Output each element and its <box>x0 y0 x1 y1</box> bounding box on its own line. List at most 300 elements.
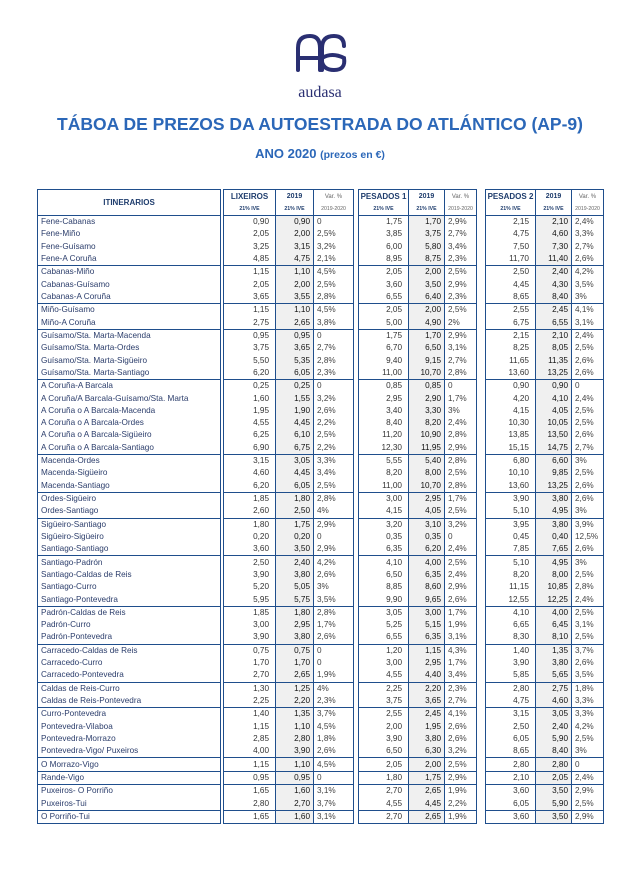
lixeiros-price-2019: 1,10 <box>276 304 314 317</box>
audasa-logo <box>290 30 352 88</box>
table-row <box>224 606 354 619</box>
pesados2-price-2019: 8,10 <box>536 631 572 644</box>
table-row <box>486 569 604 581</box>
table-row <box>224 492 354 505</box>
lixeiros-price-2019: 1,35 <box>276 708 314 721</box>
lixeiros-price-2019: 6,75 <box>276 442 314 455</box>
table-row <box>224 771 354 784</box>
pesados1-price-2020: 11,00 <box>382 480 402 490</box>
itinerary-name: Carracedo-Caldas de Reis <box>38 644 221 657</box>
pesados1-price-2019: 2,90 <box>409 392 445 404</box>
table-row <box>486 405 604 417</box>
pesados1-price-2020: 4,55 <box>386 670 402 680</box>
pesados2-price-2019: 13,25 <box>536 480 572 493</box>
lixeiros-price-2020: 6,25 <box>253 430 269 440</box>
pesados1-price-variation: 4,3% <box>445 644 477 657</box>
pesados1-price-variation: 2,7% <box>448 696 467 706</box>
table-row <box>486 429 604 441</box>
table-row <box>486 721 604 733</box>
table-row <box>486 317 604 330</box>
lixeiros-price-2019: 3,50 <box>276 543 314 556</box>
pesados1-price-2019: 1,75 <box>409 771 445 784</box>
lixeiros-price-2020: 4,60 <box>253 468 269 478</box>
table-row <box>224 253 354 266</box>
table-row <box>38 708 221 721</box>
pesados1-price-2020: 2,70 <box>359 785 409 798</box>
itinerary-name: Puxeiros-Tui <box>41 798 87 808</box>
lixeiros-price-variation: 4,2% <box>314 556 354 569</box>
table-row <box>224 429 354 441</box>
pesados1-price-2020: 6,00 <box>386 241 402 251</box>
table-row <box>224 405 354 417</box>
pesados1-price-variation: 0 <box>445 380 477 393</box>
table-row <box>224 442 354 455</box>
table-row <box>224 619 354 631</box>
table-row <box>359 367 477 380</box>
table-row <box>359 253 477 266</box>
pesados1-price-2020: 1,75 <box>386 217 402 227</box>
pesados2-price-2020: 4,15 <box>513 405 529 415</box>
pesados2-price-2019: 4,95 <box>536 556 572 569</box>
pesados1-price-2020: 6,50 <box>386 569 402 579</box>
lixeiros-price-variation: 4% <box>317 506 329 516</box>
table-row <box>224 569 354 581</box>
lixeiros-price-2019: 4,45 <box>276 417 314 429</box>
table-row <box>486 454 604 467</box>
lixeiros-price-2020: 1,15 <box>224 266 276 279</box>
pesados1-price-2019: 3,50 <box>409 279 445 291</box>
pesados1-price-2019: 5,40 <box>409 454 445 467</box>
pesados2-price-variation: 2,5% <box>575 569 594 579</box>
table-row <box>486 797 604 810</box>
itinerary-name: Cabanas-Guísamo <box>41 279 110 289</box>
pesados2-price-2020: 2,55 <box>486 304 536 317</box>
pesados2-price-2019: 2,10 <box>536 329 572 342</box>
table-row <box>486 241 604 253</box>
table-row <box>224 480 354 493</box>
table-row <box>359 417 477 429</box>
lixeiros-price-variation: 2,8% <box>317 292 336 302</box>
lixeiros-price-2020: 1,40 <box>224 708 276 721</box>
pesados2-price-2020: 7,85 <box>513 544 529 554</box>
pesados2-price-variation: 2,5% <box>572 606 604 619</box>
pesados1-price-2020: 8,95 <box>386 254 402 264</box>
pesados1-price-variation: 2,5% <box>448 468 467 478</box>
table-row <box>359 721 477 733</box>
lixeiros-price-2020: 3,90 <box>253 632 269 642</box>
pesados1-price-variation: 1,9% <box>445 810 477 823</box>
lixeiros-price-variation: 0 <box>314 771 354 784</box>
table-row <box>486 758 604 771</box>
lixeiros-price-2020: 5,50 <box>253 355 269 365</box>
table-row <box>38 785 221 798</box>
pesados1-price-variation: 2,9% <box>448 442 467 452</box>
pesados2-price-2020: 8,25 <box>513 343 529 353</box>
pesados2-price-2020: 1,40 <box>486 644 536 657</box>
pesados2-price-2019: 11,35 <box>536 354 572 366</box>
pesados2-price-2020: 4,20 <box>513 393 529 403</box>
pesados2-table <box>485 189 604 824</box>
table-row <box>224 631 354 644</box>
lixeiros-price-2020: 1,80 <box>224 518 276 531</box>
lixeiros-price-variation: 2,5% <box>317 279 336 289</box>
lixeiros-price-2020: 1,95 <box>253 405 269 415</box>
table-row <box>486 367 604 380</box>
table-row <box>486 785 604 798</box>
lixeiros-price-variation: 2,2% <box>317 418 336 428</box>
pesados2-price-variation: 2,5% <box>575 733 594 743</box>
pesados1-price-2020: 8,40 <box>386 418 402 428</box>
table-row <box>486 253 604 266</box>
table-row <box>224 342 354 354</box>
lixeiros-price-2019: 5,35 <box>276 354 314 366</box>
itinerary-name: Santiago-Padrón <box>38 556 221 569</box>
pesados1-price-variation: 2,7% <box>448 355 467 365</box>
table-row <box>224 392 354 404</box>
pesados2-price-2020: 2,15 <box>513 217 529 227</box>
lixeiros-price-variation: 3,8% <box>317 317 336 327</box>
pesados2-price-2020: 6,75 <box>513 317 529 327</box>
lixeiros-price-2019: 2,70 <box>276 797 314 810</box>
lixeiros-price-2019: 6,10 <box>276 429 314 441</box>
lixeiros-price-variation: 2,6% <box>317 746 336 756</box>
pesados2-price-variation: 2,4% <box>575 594 594 604</box>
pesados2-price-variation: 3,5% <box>575 279 594 289</box>
table-row <box>38 606 221 619</box>
itinerary-name: Carracedo-Curro <box>41 658 103 668</box>
lixeiros-sub3: 2019-2020 <box>314 203 354 216</box>
pesados2-price-variation: 0 <box>572 380 604 393</box>
pesados1-price-variation: 2,5% <box>445 758 477 771</box>
pesados1-sub3: 2019-2020 <box>445 203 477 216</box>
pesados1-price-variation: 3,2% <box>445 518 477 531</box>
pesados2-price-2019: 2,10 <box>536 216 572 229</box>
pesados1-price-2020: 3,60 <box>386 279 402 289</box>
lixeiros-price-variation: 3,2% <box>317 393 336 403</box>
table-row <box>38 733 221 745</box>
pesados1-price-2019: 1,95 <box>409 721 445 733</box>
pesados2-price-2019: 9,85 <box>536 467 572 479</box>
pesados1-price-variation: 2,5% <box>445 304 477 317</box>
pesados1-price-variation: 2,3% <box>445 682 477 695</box>
pesados2-price-2019: 8,05 <box>536 342 572 354</box>
pesados1-price-2019: 8,20 <box>409 417 445 429</box>
lixeiros-price-2020: 1,60 <box>253 393 269 403</box>
table-row <box>486 669 604 682</box>
table-row <box>224 380 354 393</box>
table-row <box>38 354 221 366</box>
pesados2-price-2019: 2,75 <box>536 682 572 695</box>
pesados1-price-variation: 3% <box>448 405 460 415</box>
pesados2-price-variation: 4,2% <box>575 721 594 731</box>
lixeiros-price-2020: 1,15 <box>224 758 276 771</box>
table-row <box>38 505 221 518</box>
pesados1-price-2019: 4,40 <box>409 669 445 682</box>
pesados2-price-2020: 13,60 <box>508 367 529 377</box>
table-row <box>38 682 221 695</box>
table-row <box>486 442 604 455</box>
pesados1-price-variation: 2,5% <box>445 556 477 569</box>
table-row <box>359 619 477 631</box>
lixeiros-price-2019: 0,20 <box>276 531 314 543</box>
pesados1-price-variation: 2,8% <box>445 454 477 467</box>
lixeiros-price-variation: 4,5% <box>317 721 336 731</box>
lixeiros-price-2020: 2,85 <box>253 733 269 743</box>
pesados1-price-variation: 3,4% <box>448 241 467 251</box>
table-row <box>359 657 477 669</box>
pesados1-price-variation: 2,6% <box>448 721 467 731</box>
table-row <box>38 367 221 380</box>
pesados1-price-2020: 3,75 <box>386 696 402 706</box>
table-row <box>38 657 221 669</box>
pesados1-price-2020: 3,40 <box>386 405 402 415</box>
table-row <box>486 329 604 342</box>
lixeiros-price-2019: 1,55 <box>276 392 314 404</box>
table-row <box>359 279 477 291</box>
pesados2-price-2019: 3,50 <box>536 785 572 798</box>
table-row <box>224 354 354 366</box>
table-row <box>486 266 604 279</box>
pesados2-price-2019: 4,10 <box>536 392 572 404</box>
pesados1-price-2020: 12,30 <box>381 442 402 452</box>
pesados1-price-2020: 6,55 <box>386 632 402 642</box>
pesados1-year-header: 2019 <box>409 190 445 204</box>
table-row <box>486 342 604 354</box>
pesados2-price-2019: 4,60 <box>536 228 572 240</box>
itinerary-name: O Porriño-Tui <box>38 810 221 823</box>
pesados1-price-2019: 9,15 <box>409 354 445 366</box>
pesados2-price-variation: 3% <box>572 454 604 467</box>
pesados1-price-2020: 3,00 <box>359 492 409 505</box>
pesados2-price-2019: 4,30 <box>536 279 572 291</box>
table-row <box>224 329 354 342</box>
table-row <box>359 745 477 758</box>
pesados2-price-2020: 4,75 <box>513 696 529 706</box>
lixeiros-price-2019: 1,80 <box>276 492 314 505</box>
table-row <box>224 543 354 556</box>
pesados2-price-2020: 7,50 <box>513 241 529 251</box>
lixeiros-price-2020: 0,20 <box>253 531 269 541</box>
lixeiros-price-variation: 3,1% <box>314 810 354 823</box>
pesados2-price-2019: 6,60 <box>536 454 572 467</box>
itinerary-name: Padrón-Caldas de Reis <box>38 606 221 619</box>
pesados1-price-variation: 2,9% <box>445 329 477 342</box>
itinerary-name: Santiago-Santiago <box>41 544 109 554</box>
pesados1-price-2020: 2,05 <box>359 758 409 771</box>
pesados2-price-variation: 3,1% <box>575 620 594 630</box>
lixeiros-price-variation: 0 <box>317 531 322 541</box>
table-row <box>38 644 221 657</box>
table-row <box>359 492 477 505</box>
table-row <box>486 380 604 393</box>
lixeiros-price-2020: 1,15 <box>253 721 269 731</box>
lixeiros-price-2020: 2,75 <box>253 317 269 327</box>
pesados2-price-variation: 3,9% <box>572 518 604 531</box>
lixeiros-price-2019: 1,80 <box>276 606 314 619</box>
table-row <box>359 266 477 279</box>
itinerary-name: Sigüeiro-Sigüeiro <box>41 531 104 541</box>
lixeiros-price-2019: 0,75 <box>276 644 314 657</box>
pesados2-price-2019: 5,65 <box>536 669 572 682</box>
table-row <box>38 669 221 682</box>
lixeiros-price-variation: 0 <box>317 658 322 668</box>
table-row <box>38 556 221 569</box>
lixeiros-price-2020: 3,75 <box>253 343 269 353</box>
table-row <box>486 745 604 758</box>
lixeiros-price-2020: 3,00 <box>253 620 269 630</box>
pesados2-price-variation: 0 <box>572 758 604 771</box>
table-row <box>224 367 354 380</box>
table-row <box>486 581 604 593</box>
pesados1-price-2020: 8,85 <box>386 582 402 592</box>
lixeiros-price-2020: 1,15 <box>224 304 276 317</box>
pesados1-price-2020: 2,55 <box>359 708 409 721</box>
table-row <box>359 329 477 342</box>
table-row <box>359 392 477 404</box>
pesados1-price-2019: 3,10 <box>409 518 445 531</box>
pesados1-price-variation: 3,1% <box>448 343 467 353</box>
pesados2-price-2020: 4,10 <box>486 606 536 619</box>
pesados2-price-variation: 4,2% <box>572 266 604 279</box>
lixeiros-price-variation: 3% <box>317 582 329 592</box>
pesados1-price-variation: 2,9% <box>448 217 467 227</box>
pesados2-price-variation: 3% <box>575 292 587 302</box>
lixeiros-price-2019: 2,40 <box>276 556 314 569</box>
pesados1-price-2019: 6,50 <box>409 342 445 354</box>
pesados2-price-2019: 0,90 <box>536 380 572 393</box>
table-row <box>359 543 477 556</box>
pesados1-price-2020: 1,20 <box>359 644 409 657</box>
pesados1-price-variation: 3,2% <box>448 746 467 756</box>
pesados2-price-2020: 15,15 <box>508 442 529 452</box>
pesados1-price-2019: 8,00 <box>409 467 445 479</box>
table-row <box>224 745 354 758</box>
pesados1-price-2020: 4,10 <box>359 556 409 569</box>
lixeiros-price-variation: 2,1% <box>317 254 336 264</box>
itinerary-name: Macenda-Sigüeiro <box>41 468 108 478</box>
lixeiros-sub2: 21% IVE <box>276 203 314 216</box>
lixeiros-price-2020: 4,00 <box>253 746 269 756</box>
table-row <box>359 758 477 771</box>
pesados2-year-header: 2019 <box>536 190 572 204</box>
pesados1-price-variation: 2,6% <box>448 733 467 743</box>
pesados2-price-2020: 2,50 <box>486 266 536 279</box>
table-row <box>486 556 604 569</box>
table-row <box>224 279 354 291</box>
pesados1-price-variation: 3,4% <box>448 670 467 680</box>
pesados2-sub3: 2019-2020 <box>572 203 604 216</box>
pesados2-price-2020: 5,10 <box>486 556 536 569</box>
table-row <box>38 569 221 581</box>
pesados2-price-2020: 6,65 <box>513 620 529 630</box>
pesados2-price-2020: 3,60 <box>486 785 536 798</box>
pesados2-price-2020: 8,65 <box>513 292 529 302</box>
pesados2-price-variation: 3% <box>575 746 587 756</box>
lixeiros-price-2019: 1,70 <box>276 657 314 669</box>
table-row <box>486 480 604 493</box>
table-row <box>486 505 604 518</box>
table-row <box>38 593 221 606</box>
table-row <box>486 279 604 291</box>
table-row <box>38 405 221 417</box>
pesados1-price-2020: 3,85 <box>386 229 402 239</box>
pesados1-price-2019: 6,35 <box>409 631 445 644</box>
pesados1-price-2020: 6,35 <box>386 544 402 554</box>
pesados2-price-2019: 3,05 <box>536 708 572 721</box>
pesados2-price-2019: 3,80 <box>536 492 572 505</box>
table-row <box>486 467 604 479</box>
itinerary-name: Cabanas-Miño <box>38 266 221 279</box>
lixeiros-price-2020: 3,90 <box>253 569 269 579</box>
table-row <box>224 556 354 569</box>
table-row <box>359 593 477 606</box>
lixeiros-price-2020: 2,70 <box>253 670 269 680</box>
subtitle-units: (prezos en €) <box>320 149 385 161</box>
lixeiros-price-variation: 0 <box>314 644 354 657</box>
pesados2-price-2019: 2,40 <box>536 266 572 279</box>
lixeiros-price-variation: 2,3% <box>317 696 336 706</box>
table-row <box>359 505 477 518</box>
lixeiros-price-2020: 1,65 <box>224 785 276 798</box>
pesados1-price-2019: 6,35 <box>409 569 445 581</box>
pesados2-price-variation: 2,6% <box>575 480 594 490</box>
pesados1-price-variation: 2,5% <box>448 506 467 516</box>
table-row <box>486 644 604 657</box>
table-row <box>38 216 221 229</box>
pesados2-price-variation: 3,3% <box>572 708 604 721</box>
pesados2-price-variation: 2,9% <box>572 810 604 823</box>
table-row <box>359 695 477 708</box>
lixeiros-header: LIXEIROS <box>224 190 276 204</box>
table-row <box>224 644 354 657</box>
pesados1-price-2019: 5,80 <box>409 241 445 253</box>
itinerary-name: Caldas de Reis-Pontevedra <box>41 696 142 706</box>
pesados2-price-2020: 2,80 <box>486 682 536 695</box>
pesados2-price-2019: 11,40 <box>536 253 572 266</box>
lixeiros-price-2020: 3,60 <box>253 544 269 554</box>
table-row <box>38 745 221 758</box>
lixeiros-price-variation: 2,6% <box>317 632 336 642</box>
pesados2-price-2019: 7,30 <box>536 241 572 253</box>
pesados2-price-2020: 5,10 <box>513 506 529 516</box>
table-row <box>38 442 221 455</box>
itinerary-name: Cabanas-A Coruña <box>41 292 111 302</box>
lixeiros-price-2019: 2,00 <box>276 279 314 291</box>
table-row <box>38 380 221 393</box>
itinerary-name: Sigüeiro-Santiago <box>38 518 221 531</box>
table-row <box>38 810 221 823</box>
pesados2-price-2019: 4,05 <box>536 405 572 417</box>
lixeiros-price-2019: 0,95 <box>276 329 314 342</box>
table-row <box>224 266 354 279</box>
pesados2-price-variation: 3,7% <box>572 644 604 657</box>
itinerary-name: Guísamo/Sta. Marta-Sigüeiro <box>41 355 148 365</box>
pesados1-price-2019: 11,95 <box>409 442 445 455</box>
table-row <box>486 291 604 304</box>
table-row <box>359 304 477 317</box>
lixeiros-price-2019: 0,25 <box>276 380 314 393</box>
pesados2-price-2019: 0,40 <box>536 531 572 543</box>
pesados2-price-variation: 2,5% <box>575 343 594 353</box>
table-row <box>486 695 604 708</box>
pesados2-price-variation: 2,5% <box>575 418 594 428</box>
pesados1-price-2020: 2,70 <box>359 810 409 823</box>
table-row <box>224 518 354 531</box>
subtitle-year: ANO 2020 <box>255 146 317 161</box>
lixeiros-price-2019: 3,90 <box>276 745 314 758</box>
lixeiros-price-2020: 6,20 <box>253 480 269 490</box>
lixeiros-price-variation: 2,8% <box>317 355 336 365</box>
